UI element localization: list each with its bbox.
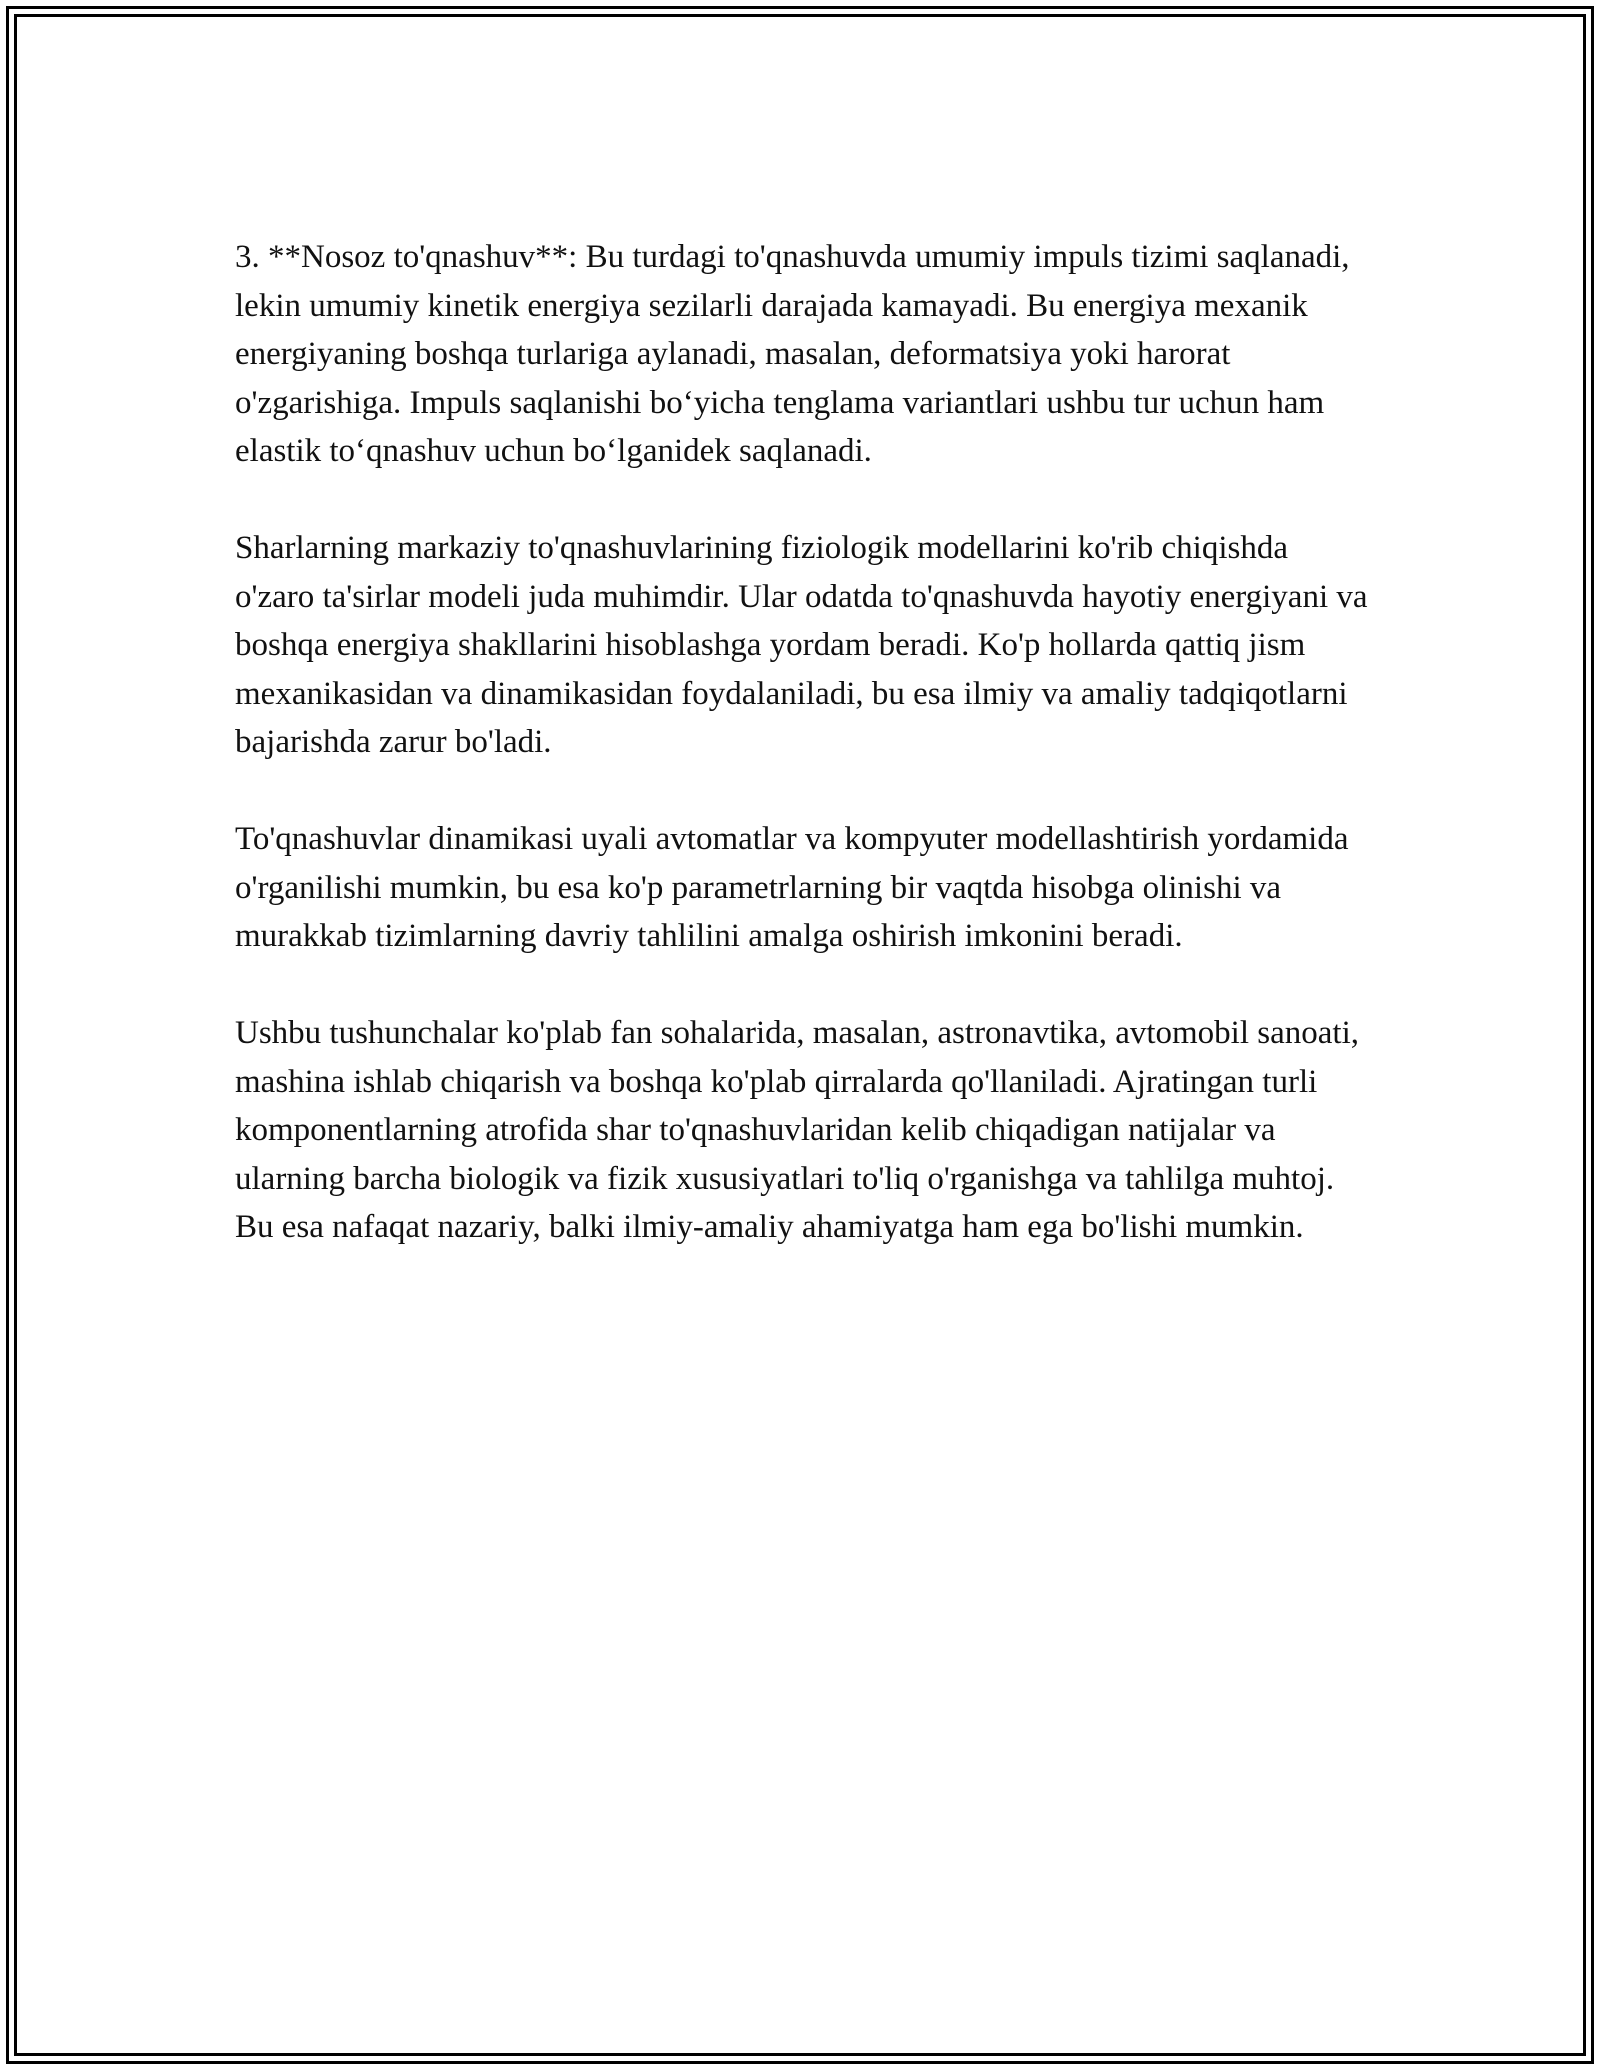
paragraph-nosoz-toqnashuv: 3. **Nosoz to'qnashuv**: Bu turdagi to'qnashuvda umumiy impuls tizimi saqlanadi, lekin umumiy kinetik energiya sezilarli darajada kamayadi. Bu energiya mexanik energiyaning boshqa turlariga aylanadi, masalan, deformatsiya yoki harorat o'zgarishiga. Impuls saqlanishi bo‘yicha tenglama variantlari ushbu tur uchun ham elastik to‘qnashuv uchun bo‘lganidek saqlanadi. <box>235 239 1350 469</box>
document-body <box>235 233 1375 1300</box>
paragraph-toqnashuv-dinamikasi: To'qnashuvlar dinamikasi uyali avtomatlar va kompyuter modellashtirish yordamida o'rganilishi mumkin, bu esa ko'p parametrlarning bir vaqtda hisobga olinishi va murakkab tizimlarning davriy tahlilini amalga oshirish imkonini beradi. <box>235 821 1349 954</box>
paragraph-qollanilishi: Ushbu tushunchalar ko'plab fan sohalarida, masalan, astronavtika, avtomobil sanoati, mashina ishlab chiqarish va boshqa ko'plab qirralarda qo'llaniladi. Ajratingan turli komponentlarning atrofida shar to'qnashuvlaridan kelib chiqadigan natijalar va ularning barcha biologik va fizik xususiyatlari to'liq o'rganishga va tahlilga muhtoj. Bu esa nafaqat nazariy, balki ilmiy-amaliy ahamiyatga ham ega bo'lishi mumkin. <box>235 1015 1359 1245</box>
paragraph-fiziologik-modellar: Sharlarning markaziy to'qnashuvlarining fiziologik modellarini ko'rib chiqishda o'zaro ta'sirlar modeli juda muhimdir. Ular odatda to'qnashuvda hayotiy energiyani va boshqa energiya shakllarini hisoblashga yordam beradi. Ko'p hollarda qattiq jism mexanikasidan va dinamikasidan foydalaniladi, bu esa ilmiy va amaliy tadqiqotlarni bajarishda zarur bo'ladi. <box>235 530 1368 760</box>
